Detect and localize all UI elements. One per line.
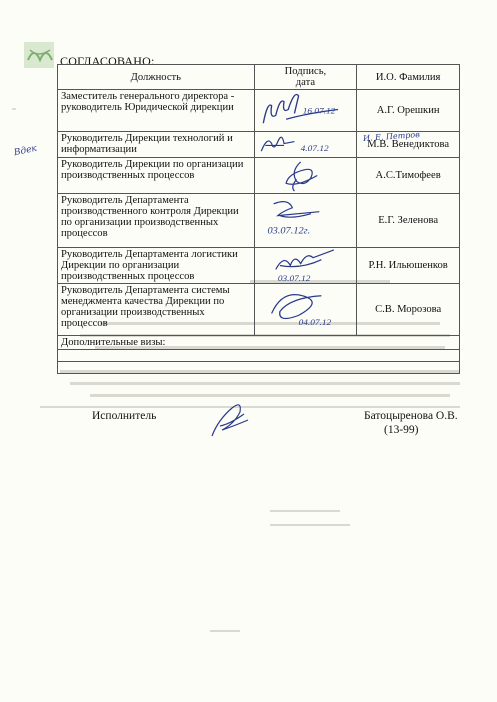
signature-date: 16.07.12 bbox=[302, 105, 335, 116]
table-row bbox=[58, 194, 460, 248]
column-header-name: И.О. Фамилия bbox=[357, 65, 460, 90]
name-cell: А.Г. Орешкин bbox=[357, 90, 460, 132]
name-cell: Е.Г. Зеленова bbox=[357, 194, 460, 248]
signature-date: 4.07.12 bbox=[300, 143, 329, 154]
margin-handwritten-note: Вдек bbox=[13, 143, 38, 159]
signature-image bbox=[255, 158, 357, 193]
signature-image bbox=[255, 284, 357, 335]
table-row bbox=[58, 248, 460, 284]
position-cell: Руководитель Дирекции технологий и информатизации bbox=[58, 132, 255, 158]
table-row bbox=[58, 90, 460, 132]
approval-table bbox=[57, 64, 460, 374]
table-row bbox=[58, 284, 460, 336]
signature-cell bbox=[254, 248, 357, 284]
name-cell: С.В. Морозова bbox=[357, 284, 460, 336]
executor-signature bbox=[200, 398, 270, 442]
signature-cell bbox=[254, 158, 357, 194]
position-cell: Заместитель генерального директора - руководитель Юридической дирекции bbox=[58, 90, 255, 132]
empty-row bbox=[58, 362, 460, 374]
signature-image bbox=[255, 90, 357, 131]
empty-row bbox=[58, 350, 460, 362]
executor-phone: (13-99) bbox=[384, 424, 419, 436]
position-cell: Руководитель Дирекции по организации производственных процессов bbox=[58, 158, 255, 194]
signature-image bbox=[255, 248, 357, 283]
name-cell: А.С.Тимофеев bbox=[357, 158, 460, 194]
signature-cell bbox=[254, 132, 357, 158]
name-cell: Р.Н. Ильюшенков bbox=[357, 248, 460, 284]
position-cell: Руководитель Департамента логистики Дирекции по организации производственных процессов bbox=[58, 248, 255, 284]
table-header-row bbox=[58, 65, 460, 90]
empty-cell bbox=[58, 350, 460, 362]
table-row bbox=[58, 158, 460, 194]
signature-image bbox=[255, 194, 357, 247]
signature-image bbox=[255, 132, 357, 157]
name-cell: М.В. Венедиктова bbox=[357, 132, 460, 158]
signature-date: 03.07.12 bbox=[277, 273, 311, 283]
position-cell: Руководитель Департамента производственного контроля Дирекции по организации производственных процессов bbox=[58, 194, 255, 248]
signature-cell bbox=[254, 194, 357, 248]
signature-date: 03.07.12г. bbox=[267, 225, 310, 237]
executor-label: Исполнитель bbox=[92, 410, 157, 422]
signature-cell bbox=[254, 284, 357, 336]
signature-date: 04.07.12 bbox=[298, 317, 331, 328]
additional-visas-label: Дополнительные визы: bbox=[58, 336, 460, 350]
additional-visas-row bbox=[58, 336, 460, 350]
signature-cell bbox=[254, 90, 357, 132]
column-header-position: Должность bbox=[58, 65, 255, 90]
approved-heading: СОГЛАСОВАНО: bbox=[60, 54, 155, 68]
column-header-signature-date: Подпись, дата bbox=[254, 65, 357, 90]
position-cell: Руководитель Департамента системы менеджмента качества Дирекции по организации производственных процессов bbox=[58, 284, 255, 336]
executor-name: Батоцыренова О.В. bbox=[364, 410, 458, 422]
empty-cell bbox=[58, 362, 460, 374]
handwritten-note: И. Е. Петров bbox=[362, 130, 421, 143]
